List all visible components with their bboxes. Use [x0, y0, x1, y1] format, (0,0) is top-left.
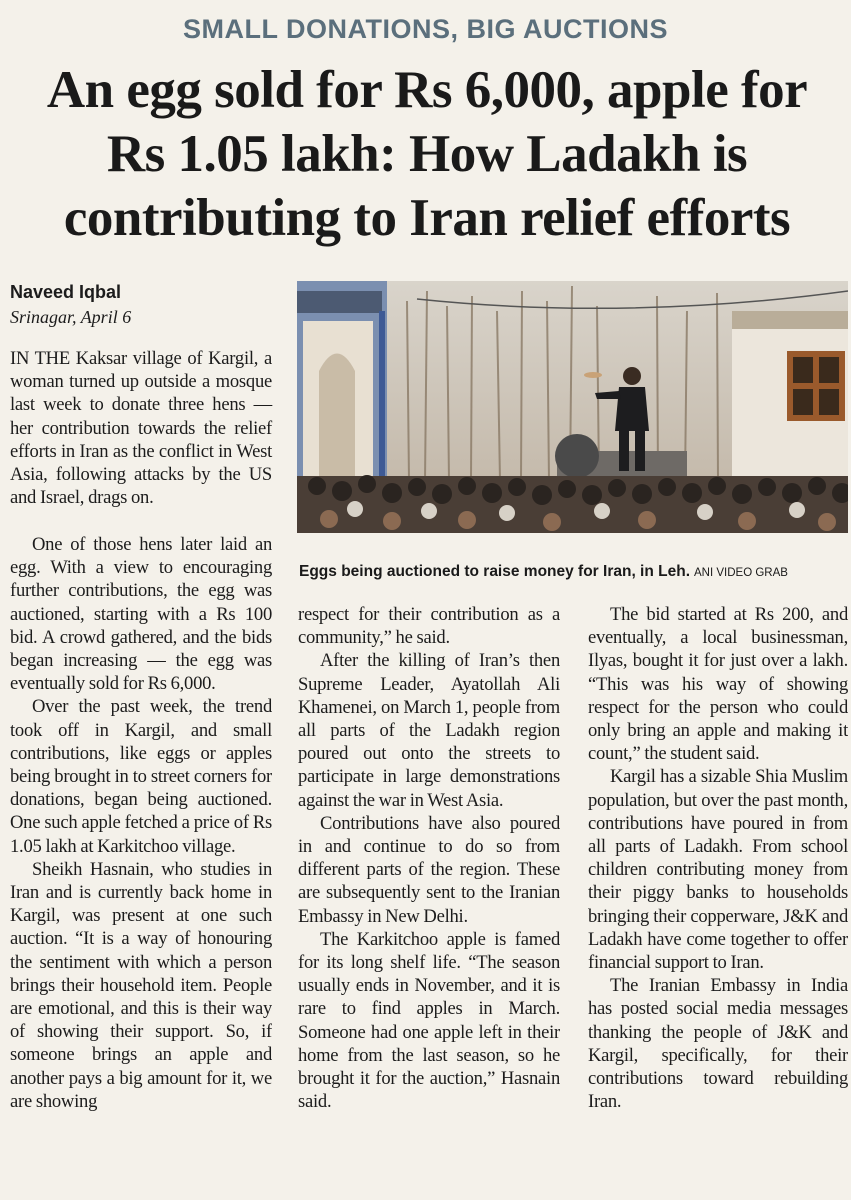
headline: An egg sold for Rs 6,000, apple for Rs 1.05 lakh: How Ladakh is contributing to Iran relief efforts: [46, 61, 808, 247]
byline-author: Naveed Iqbal: [10, 282, 122, 302]
article-column-2: [298, 603, 560, 1193]
photo-credit: ANI VIDEO GRAB: [694, 567, 788, 579]
article-paragraph-3: Over the past week, the trend took off in Kargil, and small contributions, like eggs or apples being brought in to street corners for donations, began being auctioned. One such apple fetched a price of Rs 1.05 lakh at Karkitchoo village.: [10, 696, 272, 857]
kicker: SMALL DONATIONS, BIG AUCTIONS: [183, 14, 668, 44]
article-paragraph-4: Sheikh Hasnain, who studies in Iran and is currently back home in Kargil, was present at one such auction. “It is a way of honouring the sentiment with which a person brings their household item. People are emotional, and this is their way of showing their support. So, if someone brings an apple and another pays a big amount for it, we are showing: [10, 858, 272, 1112]
article-paragraph-2: One of those hens later laid an egg. With a view to encouraging further contributions, the egg was auctioned, starting with a Rs 100 bid. A crowd gathered, and the bids began increasing — the egg was eventually sold for Rs 6,000.: [10, 534, 272, 695]
paragraph-1-text: Kaksar village of Kargil, a woman turned up outside a mosque last week to donate three hens — her contribution towards the relief efforts in Iran as the conflict in West Asia, following attacks by the US and Israel, drags on.: [10, 348, 272, 509]
photo-caption: [299, 563, 849, 581]
article-paragraph-10: Kargil has a sizable Shia Muslim population, but over the past month, contributions have poured in from all parts of Ladakh. From school children contributing money from their piggy banks to households bringing their copperware, J&K and Ladakh have come together to offer financial support to Iran.: [588, 766, 848, 974]
byline-dateline: Srinagar, April 6: [10, 307, 132, 327]
caption-text: Eggs being auctioned to raise money for Iran, in Leh.: [299, 563, 691, 580]
article-paragraph-7: Contributions have also poured in and continue to do so from different parts of the region. These are subsequently sent to the Iranian Embassy in New Delhi.: [298, 812, 560, 927]
article-photo: [297, 281, 848, 533]
article-paragraph-11: The Iranian Embassy in India has posted social media messages thanking the people of J&K and Kargil, specifically, for their contributions toward rebuilding Iran.: [588, 975, 848, 1113]
article-column-1-top: [10, 347, 272, 509]
article-paragraph-6: After the killing of Iran’s then Supreme Leader, Ayatollah Ali Khamenei, on March 1, people from all parts of the Ladakh region poured out onto the streets to participate in large demonstrations against the war in West Asia.: [298, 650, 560, 811]
article-column-1: [10, 533, 272, 1193]
article-paragraph-1: [10, 347, 272, 509]
article-paragraph-5: respect for their contribution as a community,” he said.: [298, 604, 560, 649]
article-paragraph-8: The Karkitchoo apple is famed for its long shelf life. “The season usually ends in November, and it is rare to find apples in March. Someone had one apple left in their home from the last season, so he brought it for the auction,” Hasnain said.: [298, 928, 560, 1113]
article-paragraph-9: The bid started at Rs 200, and eventually, a local businessman, Ilyas, bought it for just over a lakh. “This was his way of showing respect for the person who could only bring an apple and making it count,” the student said.: [588, 604, 848, 765]
lead-caps: IN THE: [10, 348, 70, 369]
article-column-3: [588, 603, 848, 1193]
